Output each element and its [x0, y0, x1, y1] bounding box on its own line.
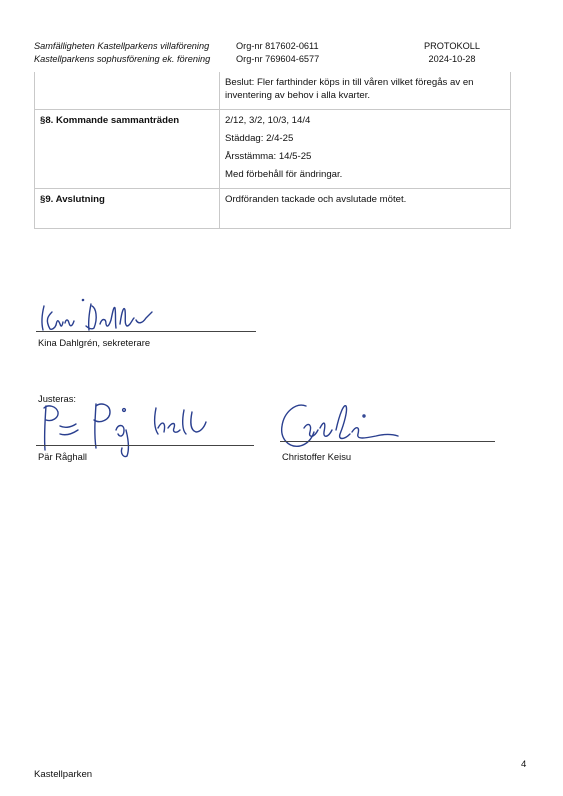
table-cell-empty — [35, 72, 220, 109]
org-name-1: Samfälligheten Kastellparkens villaförening — [34, 41, 210, 51]
signature-secretary — [36, 298, 176, 334]
signature-line-secretary — [36, 331, 256, 332]
document-date: 2024-10-28 — [428, 53, 476, 64]
signature-adjuster-2 — [276, 398, 406, 458]
table-cell — [220, 72, 511, 109]
decision-text: Beslut: Fler farthinder köps in till våren vilket föregås av en inventering av behov i alla kvarter. — [225, 77, 474, 102]
reservation-note: Med förbehåll för ändringar. — [225, 169, 343, 181]
cleaning-day: Städdag: 2/4-25 — [225, 132, 294, 144]
section-title-8: §8. Kommande sammanträden — [35, 109, 220, 188]
table-cell — [220, 109, 511, 188]
meeting-dates: 2/12, 3/2, 10/3, 14/4 — [225, 114, 311, 126]
minutes-table — [34, 72, 511, 229]
org-name-2: Kastellparkens sophusförening ek. förening — [34, 53, 211, 64]
signature-line-adjuster-1 — [36, 445, 254, 446]
table-row — [35, 188, 511, 228]
adjuster-2-name: Christoffer Keisu — [282, 451, 352, 462]
table-cell — [220, 188, 511, 228]
table-row — [35, 109, 511, 188]
document-type: PROTOKOLL — [424, 41, 480, 51]
section-title-9: §9. Avslutning — [35, 188, 220, 228]
page-header — [34, 40, 533, 65]
footer-text: Kastellparken — [34, 769, 93, 780]
adjuster-1-name: Pär Råghall — [38, 451, 87, 462]
justeras-label: Justeras: — [38, 393, 77, 404]
closing-text: Ordföranden tackade och avslutade mötet. — [225, 193, 407, 205]
secretary-name: Kina Dahlgrén, sekreterare — [38, 337, 151, 348]
signature-line-adjuster-2 — [280, 441, 495, 442]
org-number-2: Org-nr 769604-6577 — [236, 53, 320, 64]
annual-meeting: Årsstämma: 14/5-25 — [225, 151, 312, 163]
org-number-1: Org-nr 817602-0611 — [236, 41, 319, 51]
table-row — [35, 72, 511, 109]
page-number: 4 — [521, 759, 527, 770]
